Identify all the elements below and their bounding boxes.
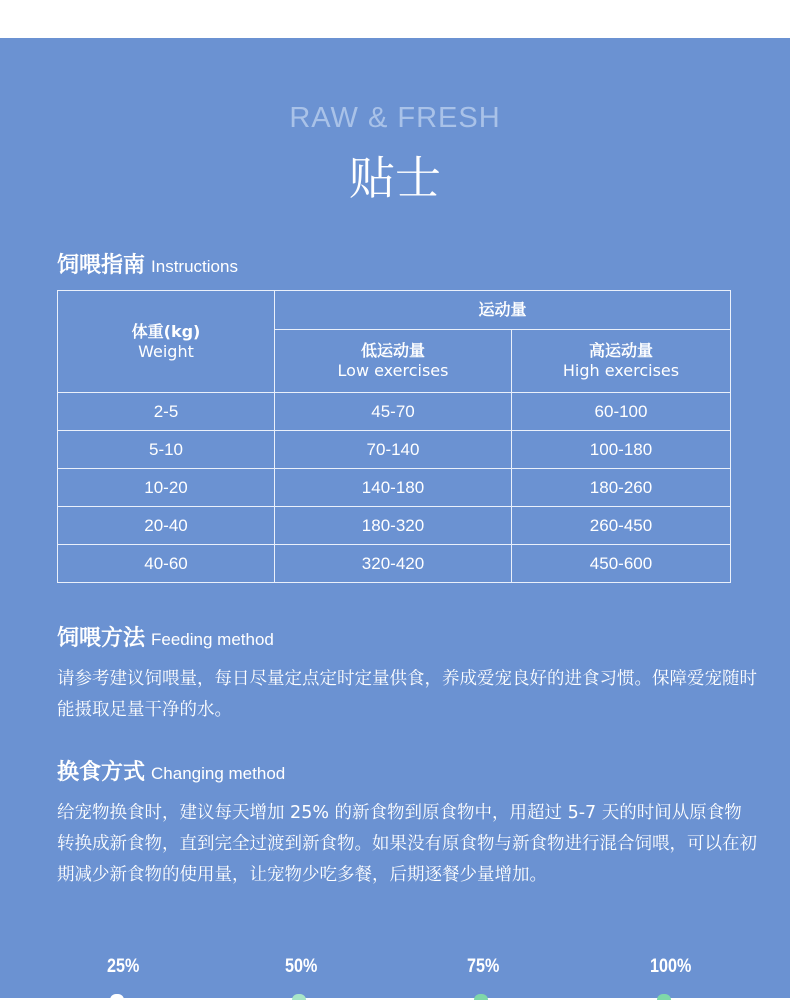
high-cell: 180-260 <box>512 469 731 507</box>
exercise-group-header <box>275 291 731 330</box>
feeding-title-zh: 饲喂方法 <box>57 626 146 651</box>
low-exercise-en: Low exercises <box>337 361 449 380</box>
table-row <box>58 545 731 583</box>
low-exercise-header <box>275 330 512 393</box>
table-row <box>58 507 731 545</box>
high-cell: 450-600 <box>512 545 731 583</box>
table-row <box>58 393 731 431</box>
tips-panel <box>0 38 790 998</box>
high-cell: 260-450 <box>512 507 731 545</box>
low-cell: 70-140 <box>275 431 512 469</box>
weight-cell: 40-60 <box>58 545 275 583</box>
low-exercise-zh: 低运动量 <box>360 341 425 360</box>
table-row <box>58 469 731 507</box>
high-exercise-zh: 高运动量 <box>588 341 653 360</box>
step-50-icon <box>292 994 306 1000</box>
high-exercise-header <box>512 330 731 393</box>
step-25-icon <box>110 994 124 1000</box>
high-cell: 100-180 <box>512 431 731 469</box>
table-row <box>58 431 731 469</box>
step-75-label: 75% <box>467 956 500 977</box>
weight-cell: 2-5 <box>58 393 275 431</box>
instructions-title-en: Instructions <box>151 257 238 276</box>
instructions-heading <box>57 248 238 279</box>
high-cell: 60-100 <box>512 393 731 431</box>
step-100-icon <box>657 994 671 1000</box>
changing-text: 给宠物换食时，建议每天增加 25% 的新食物到原食物中，用超过 5-7 天的时间从原食物转换成新食物，直到完全过渡到新食物。如果没有原食物与新食物进行混合饲喂，可以在初期减少新食物的使用量，让宠物少吃多餐，后期逐餐少量增加。 <box>57 803 757 885</box>
eyebrow-text: RAW & FRESH <box>289 102 501 134</box>
page-title: 贴士 <box>349 151 441 205</box>
weight-header <box>58 291 275 393</box>
instructions-title-zh: 饲喂指南 <box>57 253 146 278</box>
feeding-heading <box>57 621 274 652</box>
weight-cell: 10-20 <box>58 469 275 507</box>
step-25-label: 25% <box>107 956 140 977</box>
weight-cell: 20-40 <box>58 507 275 545</box>
changing-heading <box>57 755 285 786</box>
low-cell: 180-320 <box>275 507 512 545</box>
weight-header-zh: 体重(kg) <box>131 321 201 341</box>
step-75-icon <box>474 994 488 1000</box>
exercise-group-label: 运动量 <box>478 300 527 319</box>
weight-cell: 5-10 <box>58 431 275 469</box>
high-exercise-en: High exercises <box>562 361 680 380</box>
changing-title-zh: 换食方式 <box>57 760 146 785</box>
low-cell: 140-180 <box>275 469 512 507</box>
feeding-title-en: Feeding method <box>151 630 274 649</box>
low-cell: 45-70 <box>275 393 512 431</box>
feeding-guide-table <box>57 290 731 583</box>
weight-header-en: Weight <box>138 341 194 361</box>
step-100-label: 100% <box>650 956 692 977</box>
low-cell: 320-420 <box>275 545 512 583</box>
step-50-label: 50% <box>285 956 318 977</box>
feeding-text: 请参考建议饲喂量，每日尽量定点定时定量供食，养成爱宠良好的进食习惯。保障爱宠随时能摄取足量干净的水。 <box>57 669 757 720</box>
changing-title-en: Changing method <box>151 764 286 783</box>
